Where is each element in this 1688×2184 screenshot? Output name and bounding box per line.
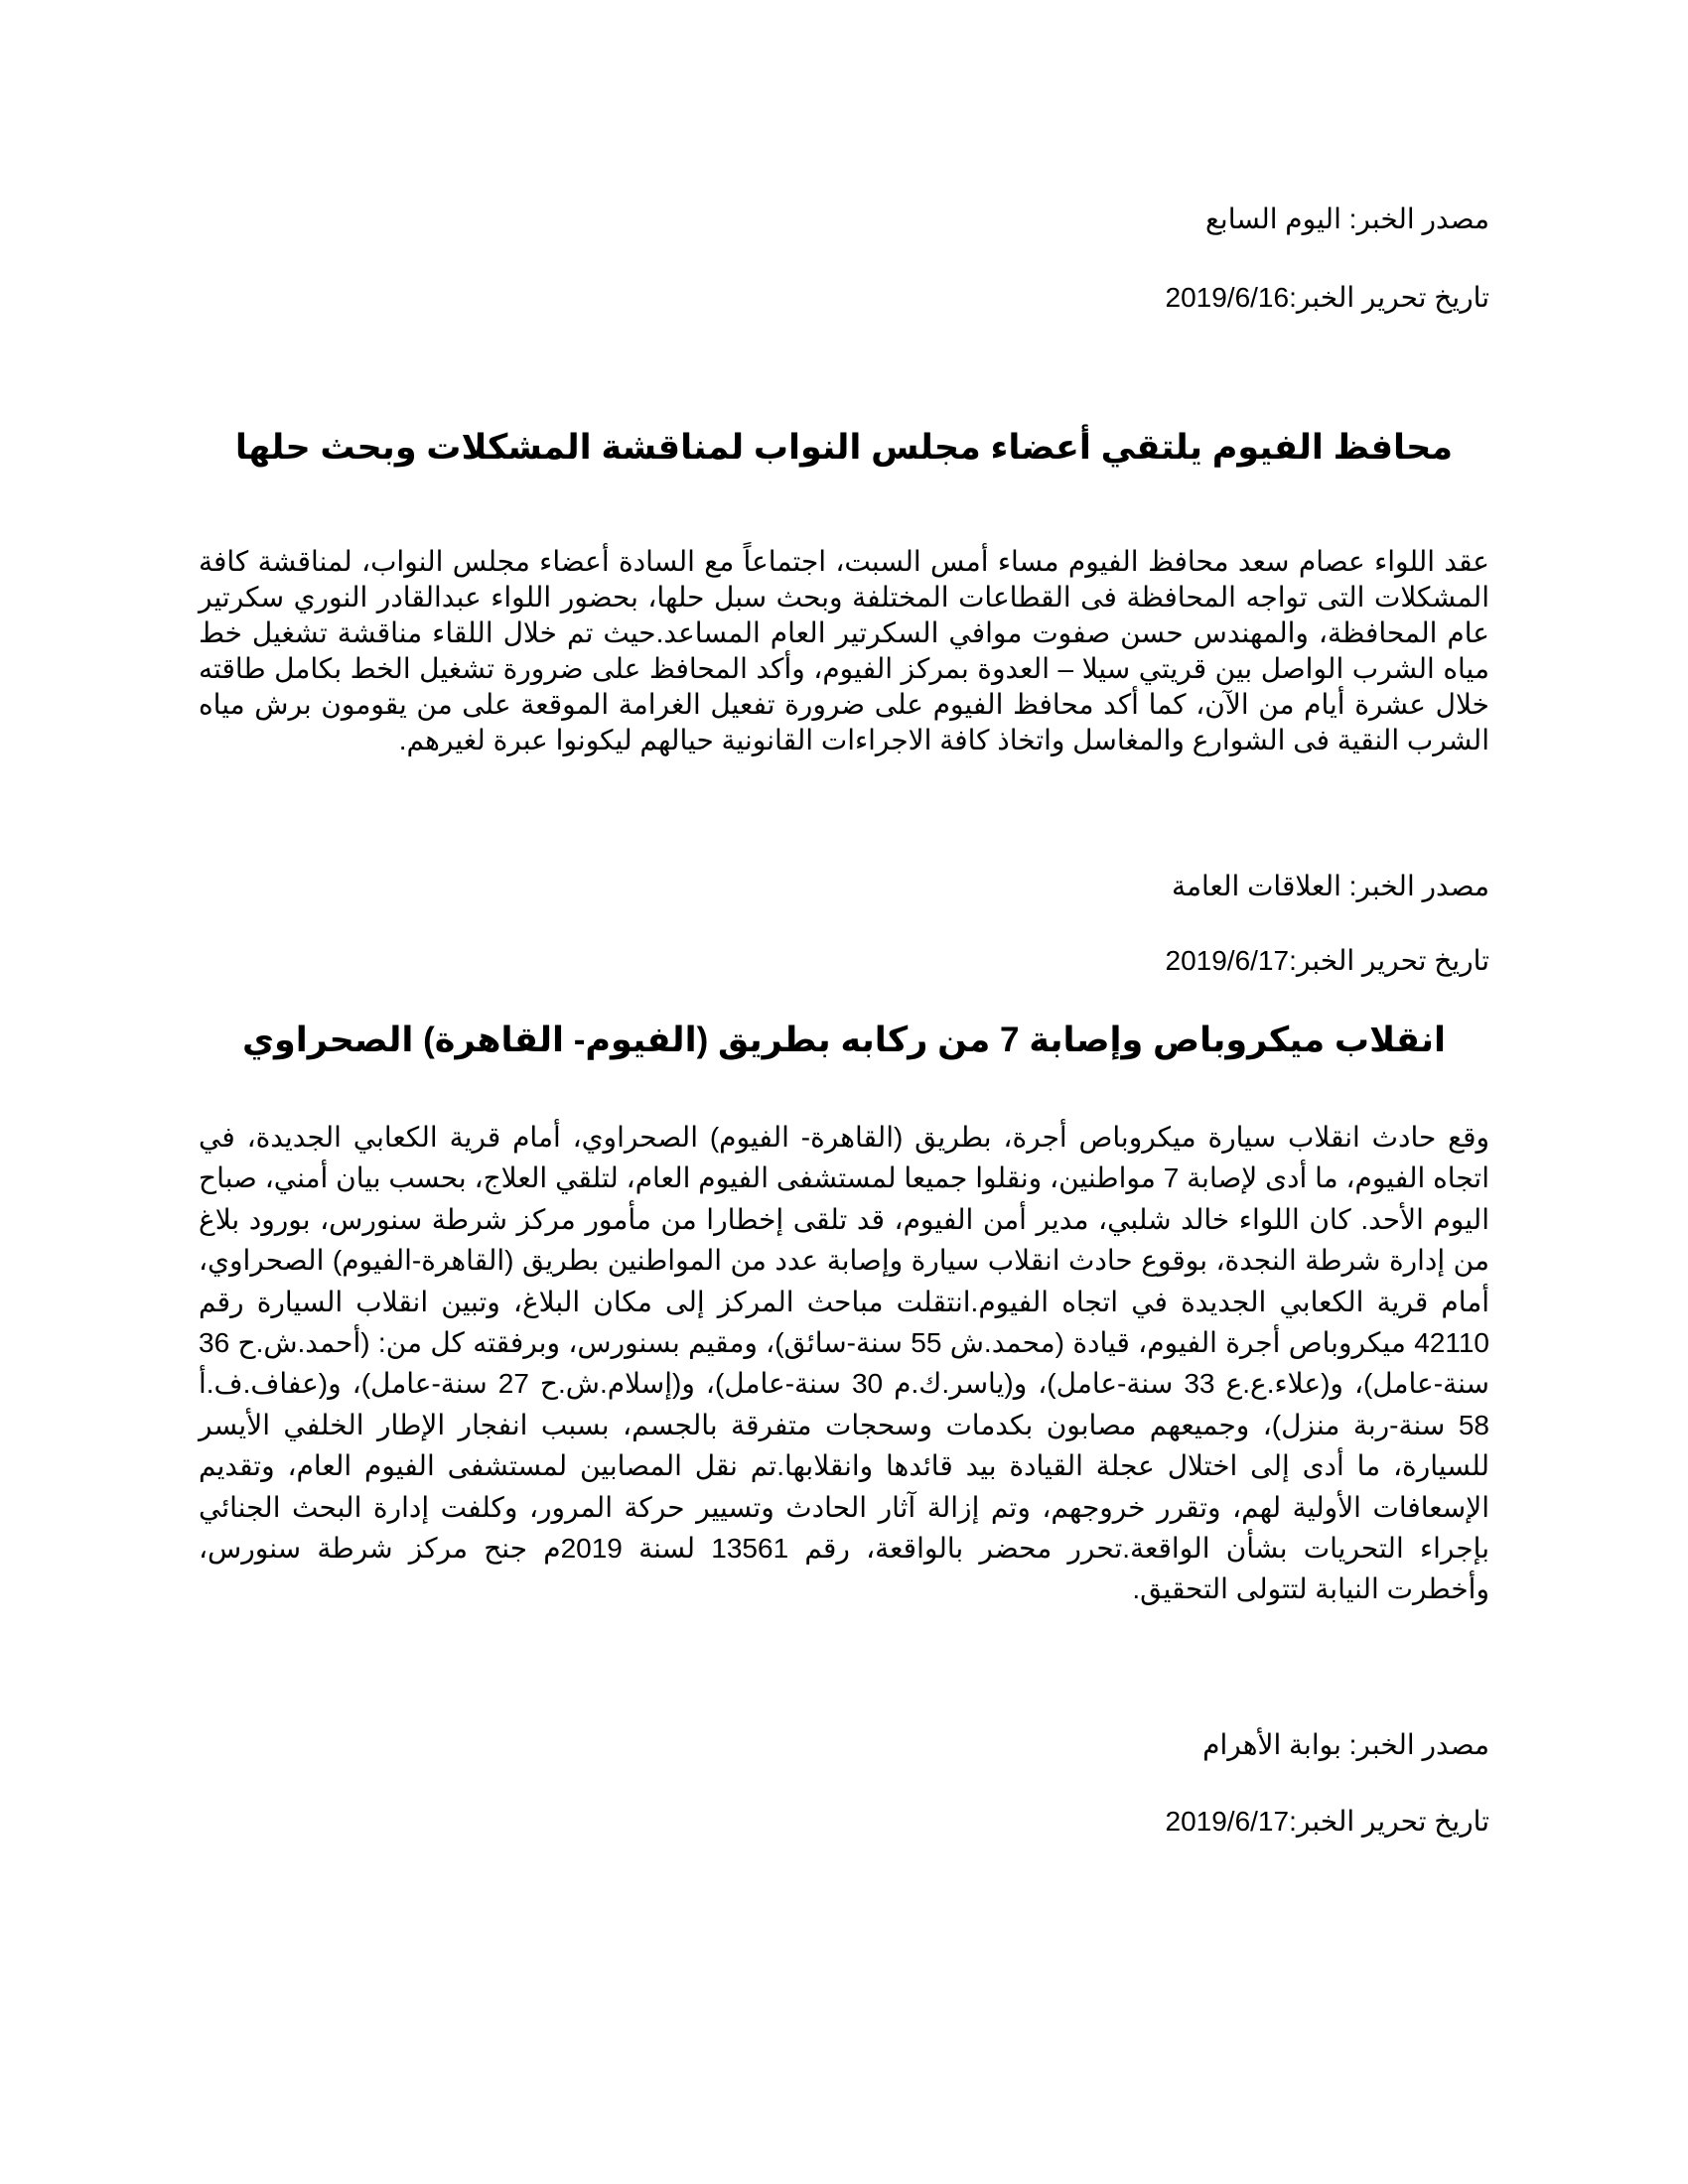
news-source-line: مصدر الخبر: العلاقات العامة <box>1171 871 1489 901</box>
article-title: انقلاب ميكروباص وإصابة 7 من ركابه بطريق (الفيوم- القاهرة) الصحراوي <box>241 1021 1447 1059</box>
news-date-line: تاريخ تحرير الخبر:2019/6/17 <box>1165 945 1489 976</box>
news-date-line: تاريخ تحرير الخبر:2019/6/16 <box>1165 282 1489 313</box>
article-body: وقع حادث انقلاب سيارة ميكروباص أجرة، بطريق (القاهرة- الفيوم) الصحراوي، أمام قرية الكعابي الجديدة، في اتجاه الفيوم، ما أدى لإصابة 7 مواطنين، ونقلوا جميعا لمستشفى الفيوم العام، لتلقي العلاج، بحسب بيان أمني، صباح اليوم الأحد. كان اللواء خالد شلبي، مدير أمن الفيوم، قد تلقى إخطارا من مأمور مركز شرطة سنورس، بورود بلاغ من إدارة شرطة النجدة، بوقوع حادث انقلاب سيارة وإصابة عدد من المواطنين بطريق (القاهرة-الفيوم) الصحراوي، أمام قرية الكعابي الجديدة في اتجاه الفيوم.انتقلت مباحث المركز إلى مكان البلاغ، وتبين انقلاب السيارة رقم 42110 ميكروباص أجرة الفيوم، قيادة (محمد.ش 55 سنة-سائق)، ومقيم بسنورس، وبرفقته كل من: (أحمد.ش.ح 36 سنة-عامل)، و(علاء.ع.ع 33 سنة-عامل)، و(ياسر.ك.م 30 سنة-عامل)، و(إسلام.ش.ح 27 سنة-عامل)، و(عفاف.ف.أ 58 سنة-ربة منزل)، وجميعهم مصابون بكدمات وسحجات متفرقة بالجسم، بسبب انفجار الإطار الخلفي الأيسر للسيارة، ما أدى إلى اختلال عجلة القيادة بيد قائدها وانقلابها.تم نقل المصابين لمستشفى الفيوم العام، وتقديم الإسعافات الأولية لهم، وتقرر خروجهم، وتم إزالة آثار الحادث وتسيير حركة المرور، وكلفت إدارة البحث الجنائي بإجراء التحريات بشأن الواقعة.تحرر محضر بالواقعة، رقم 13561 لسنة 2019م جنح مركز شرطة سنورس، وأخطرت النيابة لتتولى التحقيق. <box>199 1122 1490 1605</box>
news-source-line: مصدر الخبر: بوابة الأهرام <box>1202 1729 1489 1760</box>
news-source-line: مصدر الخبر: اليوم السابع <box>1205 204 1489 234</box>
article-title: محافظ الفيوم يلتقي أعضاء مجلس النواب لمناقشة المشكلات وبحث حلها <box>234 428 1454 467</box>
news-date-line: تاريخ تحرير الخبر:2019/6/17 <box>1165 1806 1489 1837</box>
article-body: عقد اللواء عصام سعد محافظ الفيوم مساء أمس السبت، اجتماعاً مع السادة أعضاء مجلس النواب، لمناقشة كافة المشكلات التى تواجه المحافظة فى القطاعات المختلفة وبحث سبل حلها، بحضور اللواء عبدالقادر النوري سكرتير عام المحافظة، والمهندس حسن صفوت موافي السكرتير العام المساعد.حيث تم خلال اللقاء مناقشة تشغيل خط مياه الشرب الواصل بين قريتي سيلا – العدوة بمركز الفيوم، وأكد المحافظ على ضرورة تشغيل الخط بكامل طاقته خلال عشرة أيام من الآن، كما أكد محافظ الفيوم على ضرورة تفعيل الغرامة الموقعة على من يقومون برش مياه الشرب النقية فى الشوارع والمغاسل واتخاذ كافة الاجراءات القانونية حيالهم ليكونوا عبرة لغيرهم. <box>199 546 1489 755</box>
